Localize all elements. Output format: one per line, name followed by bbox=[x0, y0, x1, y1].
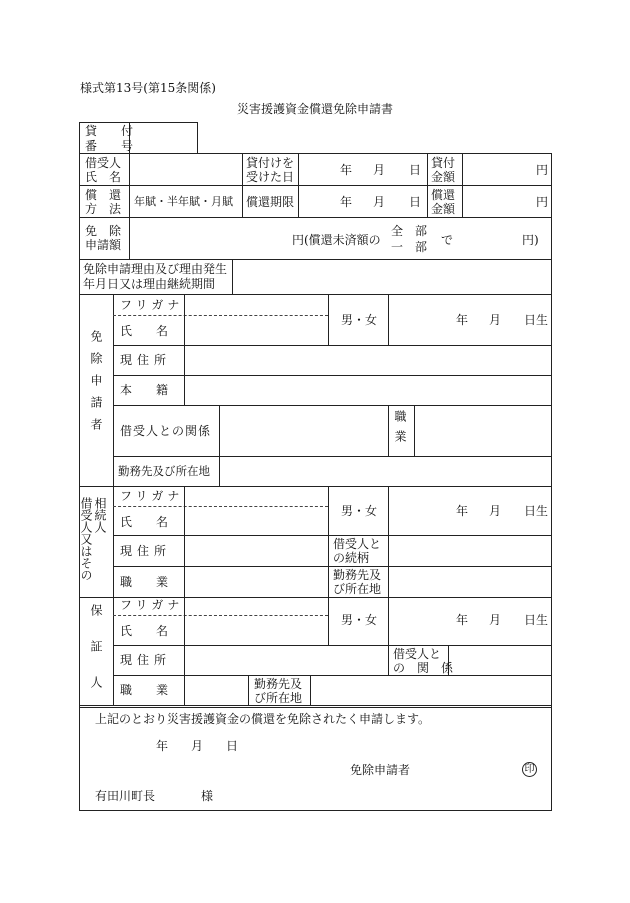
guarantor-furigana-label: フリガナ bbox=[120, 598, 184, 612]
applicant-birth-month: 月 bbox=[489, 313, 502, 327]
guarantor-section-label: 保証人 bbox=[89, 604, 103, 712]
applicant-address-label: 現住所 bbox=[120, 353, 172, 367]
applicant-domicile-label: 本 籍 bbox=[120, 383, 169, 397]
guarantor-relation-label-2: の 関 係 bbox=[393, 661, 454, 675]
guarantor-birth-day: 日生 bbox=[524, 613, 549, 627]
applicant-furigana-label: フリガナ bbox=[120, 298, 184, 312]
repayment-deadline-label: 償還期限 bbox=[246, 195, 295, 209]
loan-amount-yen: 円 bbox=[536, 163, 549, 177]
guarantor-sex-option[interactable]: 男・女 bbox=[341, 613, 378, 627]
exemption-option-part[interactable]: 一 部 bbox=[391, 240, 428, 254]
seal-mark: 印 bbox=[522, 762, 537, 777]
repayment-method-label-1: 償 還 bbox=[85, 188, 122, 202]
loan-date-day: 日 bbox=[409, 163, 422, 177]
guarantor-name-label: 氏 名 bbox=[120, 624, 169, 638]
guarantor-birth-year: 年 bbox=[456, 613, 469, 627]
declaration-month: 月 bbox=[191, 739, 204, 753]
heir-birth-month: 月 bbox=[489, 504, 502, 518]
applicant-name-label: 氏 名 bbox=[120, 324, 169, 338]
loan-amount-label-2: 金額 bbox=[431, 170, 456, 184]
heir-birth-day: 日生 bbox=[524, 504, 549, 518]
heir-address-label: 現住所 bbox=[120, 544, 172, 558]
applicant-name-field[interactable] bbox=[185, 316, 327, 344]
heir-sex-option[interactable]: 男・女 bbox=[341, 504, 378, 518]
heir-relation-label-1: 借受人と bbox=[333, 537, 382, 551]
guarantor-workplace-label-1: 勤務先及 bbox=[254, 677, 303, 691]
applicant-job-label: 職業 bbox=[393, 410, 407, 450]
reason-label-1: 免除申請理由及び理由発生 bbox=[83, 262, 228, 276]
reason-field[interactable] bbox=[233, 260, 551, 293]
loan-date-label-2: 受けた日 bbox=[246, 170, 295, 184]
exemption-yen-close: 円) bbox=[522, 233, 539, 247]
repayment-method-options[interactable]: 年賦・半年賦・月賦 bbox=[134, 195, 233, 208]
exemption-amount-label-1: 免 除 bbox=[85, 224, 122, 238]
exemption-amount-label-2: 申請額 bbox=[85, 238, 122, 252]
borrower-label-1: 借受人 bbox=[85, 156, 122, 170]
heir-section-label-1: 相続人 bbox=[93, 497, 107, 533]
applicant-sex-option[interactable]: 男・女 bbox=[341, 313, 378, 327]
borrower-label-2: 氏 名 bbox=[85, 170, 122, 184]
loan-date-month: 月 bbox=[373, 163, 386, 177]
reason-label-2: 年月日又は理由継続期間 bbox=[83, 277, 216, 291]
repayment-amount-label-2: 金額 bbox=[431, 202, 456, 216]
heir-relation-label-2: の続柄 bbox=[333, 551, 370, 565]
declaration-text: 上記のとおり災害援護資金の償還を免除されたく申請します。 bbox=[95, 712, 431, 726]
addressee-honorific: 様 bbox=[201, 789, 214, 803]
heir-furigana-label: フリガナ bbox=[120, 489, 184, 503]
guarantor-workplace-label-2: び所在地 bbox=[254, 691, 303, 705]
applicant-address-field[interactable] bbox=[185, 346, 551, 374]
applicant-relation-label: 借受人との関係 bbox=[120, 424, 212, 438]
loan-date-year: 年 bbox=[340, 163, 353, 177]
guarantor-relation-label-1: 借受人と bbox=[393, 647, 442, 661]
guarantor-birth-month: 月 bbox=[489, 613, 502, 627]
heir-name-label: 氏 名 bbox=[120, 515, 169, 529]
heir-job-label: 職 業 bbox=[120, 575, 169, 589]
deadline-month: 月 bbox=[373, 195, 386, 209]
heir-section-label-2: 借受人又はその bbox=[79, 497, 93, 581]
applicant-workplace-label: 勤務先及び所在地 bbox=[118, 464, 210, 478]
heir-workplace-label-1: 勤務先及 bbox=[333, 568, 382, 582]
signature-applicant-label: 免除申請者 bbox=[350, 763, 411, 777]
exemption-yen-text: 円(償還未済額の bbox=[292, 233, 381, 247]
page-title: 災害援護資金償還免除申請書 bbox=[236, 102, 393, 116]
applicant-birth-year: 年 bbox=[456, 313, 469, 327]
repayment-amount-yen: 円 bbox=[536, 195, 549, 209]
deadline-day: 日 bbox=[409, 195, 422, 209]
declaration-day: 日 bbox=[226, 739, 239, 753]
repayment-amount-label-1: 償還 bbox=[431, 188, 456, 202]
heir-workplace-label-2: び所在地 bbox=[333, 582, 382, 596]
addressee: 有田川町長 bbox=[95, 789, 156, 803]
loan-number-field[interactable] bbox=[130, 123, 197, 153]
heir-birth-year: 年 bbox=[456, 504, 469, 518]
applicant-section-label: 免除申請者 bbox=[89, 330, 103, 440]
loan-number-label-1: 貸 付 bbox=[85, 124, 134, 138]
exemption-option-all[interactable]: 全 部 bbox=[391, 224, 428, 238]
guarantor-job-label: 職 業 bbox=[120, 683, 169, 697]
applicant-birth-day: 日生 bbox=[524, 313, 549, 327]
loan-date-label-1: 貸付けを bbox=[246, 156, 295, 170]
guarantor-address-label: 現住所 bbox=[120, 653, 172, 667]
repayment-method-label-2: 方 法 bbox=[85, 202, 122, 216]
declaration-year: 年 bbox=[156, 739, 169, 753]
borrower-name-field[interactable] bbox=[130, 154, 242, 184]
form-id: 様式第13号(第15条関係) bbox=[80, 81, 216, 95]
loan-amount-label-1: 貸付 bbox=[431, 156, 456, 170]
exemption-de: で bbox=[441, 233, 454, 247]
deadline-year: 年 bbox=[340, 195, 353, 209]
loan-number-label-2: 番 号 bbox=[85, 139, 134, 153]
